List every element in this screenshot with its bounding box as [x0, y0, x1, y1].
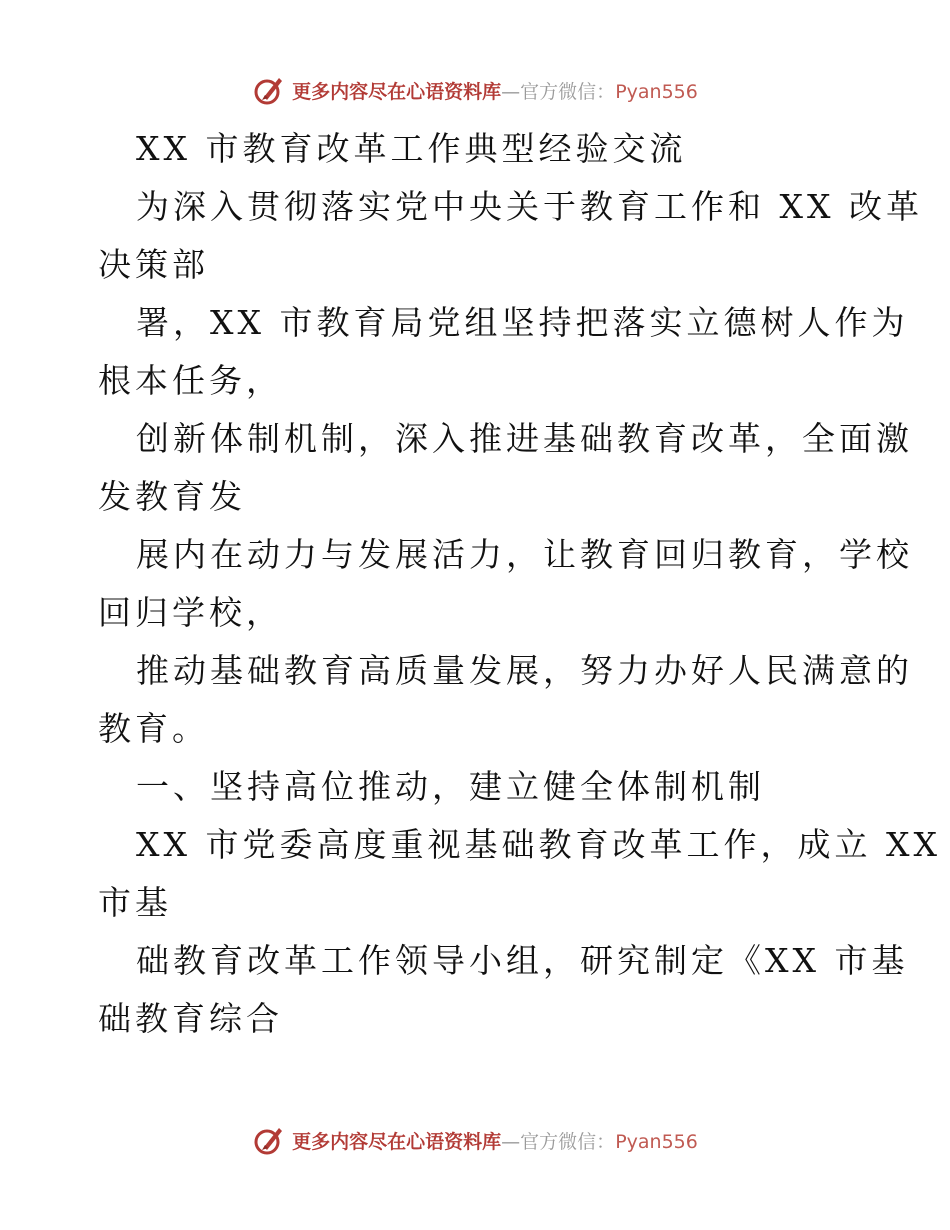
red-quill-logo-icon: [252, 73, 286, 107]
paragraph-line: 决策部: [98, 245, 209, 284]
paragraph-line: 为深入贯彻落实党中央关于教育工作和 XX 改革: [136, 187, 923, 226]
document-title: XX 市教育改革工作典型经验交流: [136, 129, 687, 168]
watermark-wechat-label: 官方微信：: [520, 80, 616, 103]
paragraph-line: 回归学校，: [98, 593, 283, 632]
paragraph-line: 根本任务，: [98, 361, 283, 400]
watermark-wechat-id: Pyan556: [615, 80, 698, 103]
paragraph-line: 础教育综合: [98, 999, 283, 1038]
paragraph-line: 署，XX 市教育局党组坚持把落实立德树人作为: [136, 303, 909, 342]
document-body: [98, 120, 941, 1048]
footer-watermark: [0, 1120, 950, 1160]
section-heading: 一、坚持高位推动，建立健全体制机制: [136, 767, 765, 806]
red-quill-logo-icon: [252, 1123, 286, 1157]
watermark-wechat-label: 官方微信：: [520, 1130, 616, 1153]
watermark-text: [292, 1127, 698, 1154]
watermark-text: [292, 77, 698, 104]
paragraph-line: 教育。: [98, 709, 209, 748]
paragraph-line: 发教育发: [98, 477, 246, 516]
watermark-wechat-id: Pyan556: [615, 1130, 698, 1153]
paragraph-line: 市基: [98, 883, 172, 922]
header-watermark: [0, 70, 950, 110]
watermark-site-text: 更多内容尽在心语资料库: [292, 1130, 502, 1153]
watermark-separator: —: [501, 1130, 521, 1153]
paragraph-line: 创新体制机制，深入推进基础教育改革，全面激: [136, 419, 913, 458]
paragraph-line: XX 市党委高度重视基础教育改革工作，成立 XX: [136, 825, 941, 864]
watermark-site-text: 更多内容尽在心语资料库: [292, 80, 502, 103]
paragraph-line: 展内在动力与发展活力，让教育回归教育，学校: [136, 535, 913, 574]
watermark-separator: —: [501, 80, 521, 103]
paragraph-line: 础教育改革工作领导小组，研究制定《XX 市基: [136, 941, 909, 980]
paragraph-line: 推动基础教育高质量发展，努力办好人民满意的: [136, 651, 913, 690]
